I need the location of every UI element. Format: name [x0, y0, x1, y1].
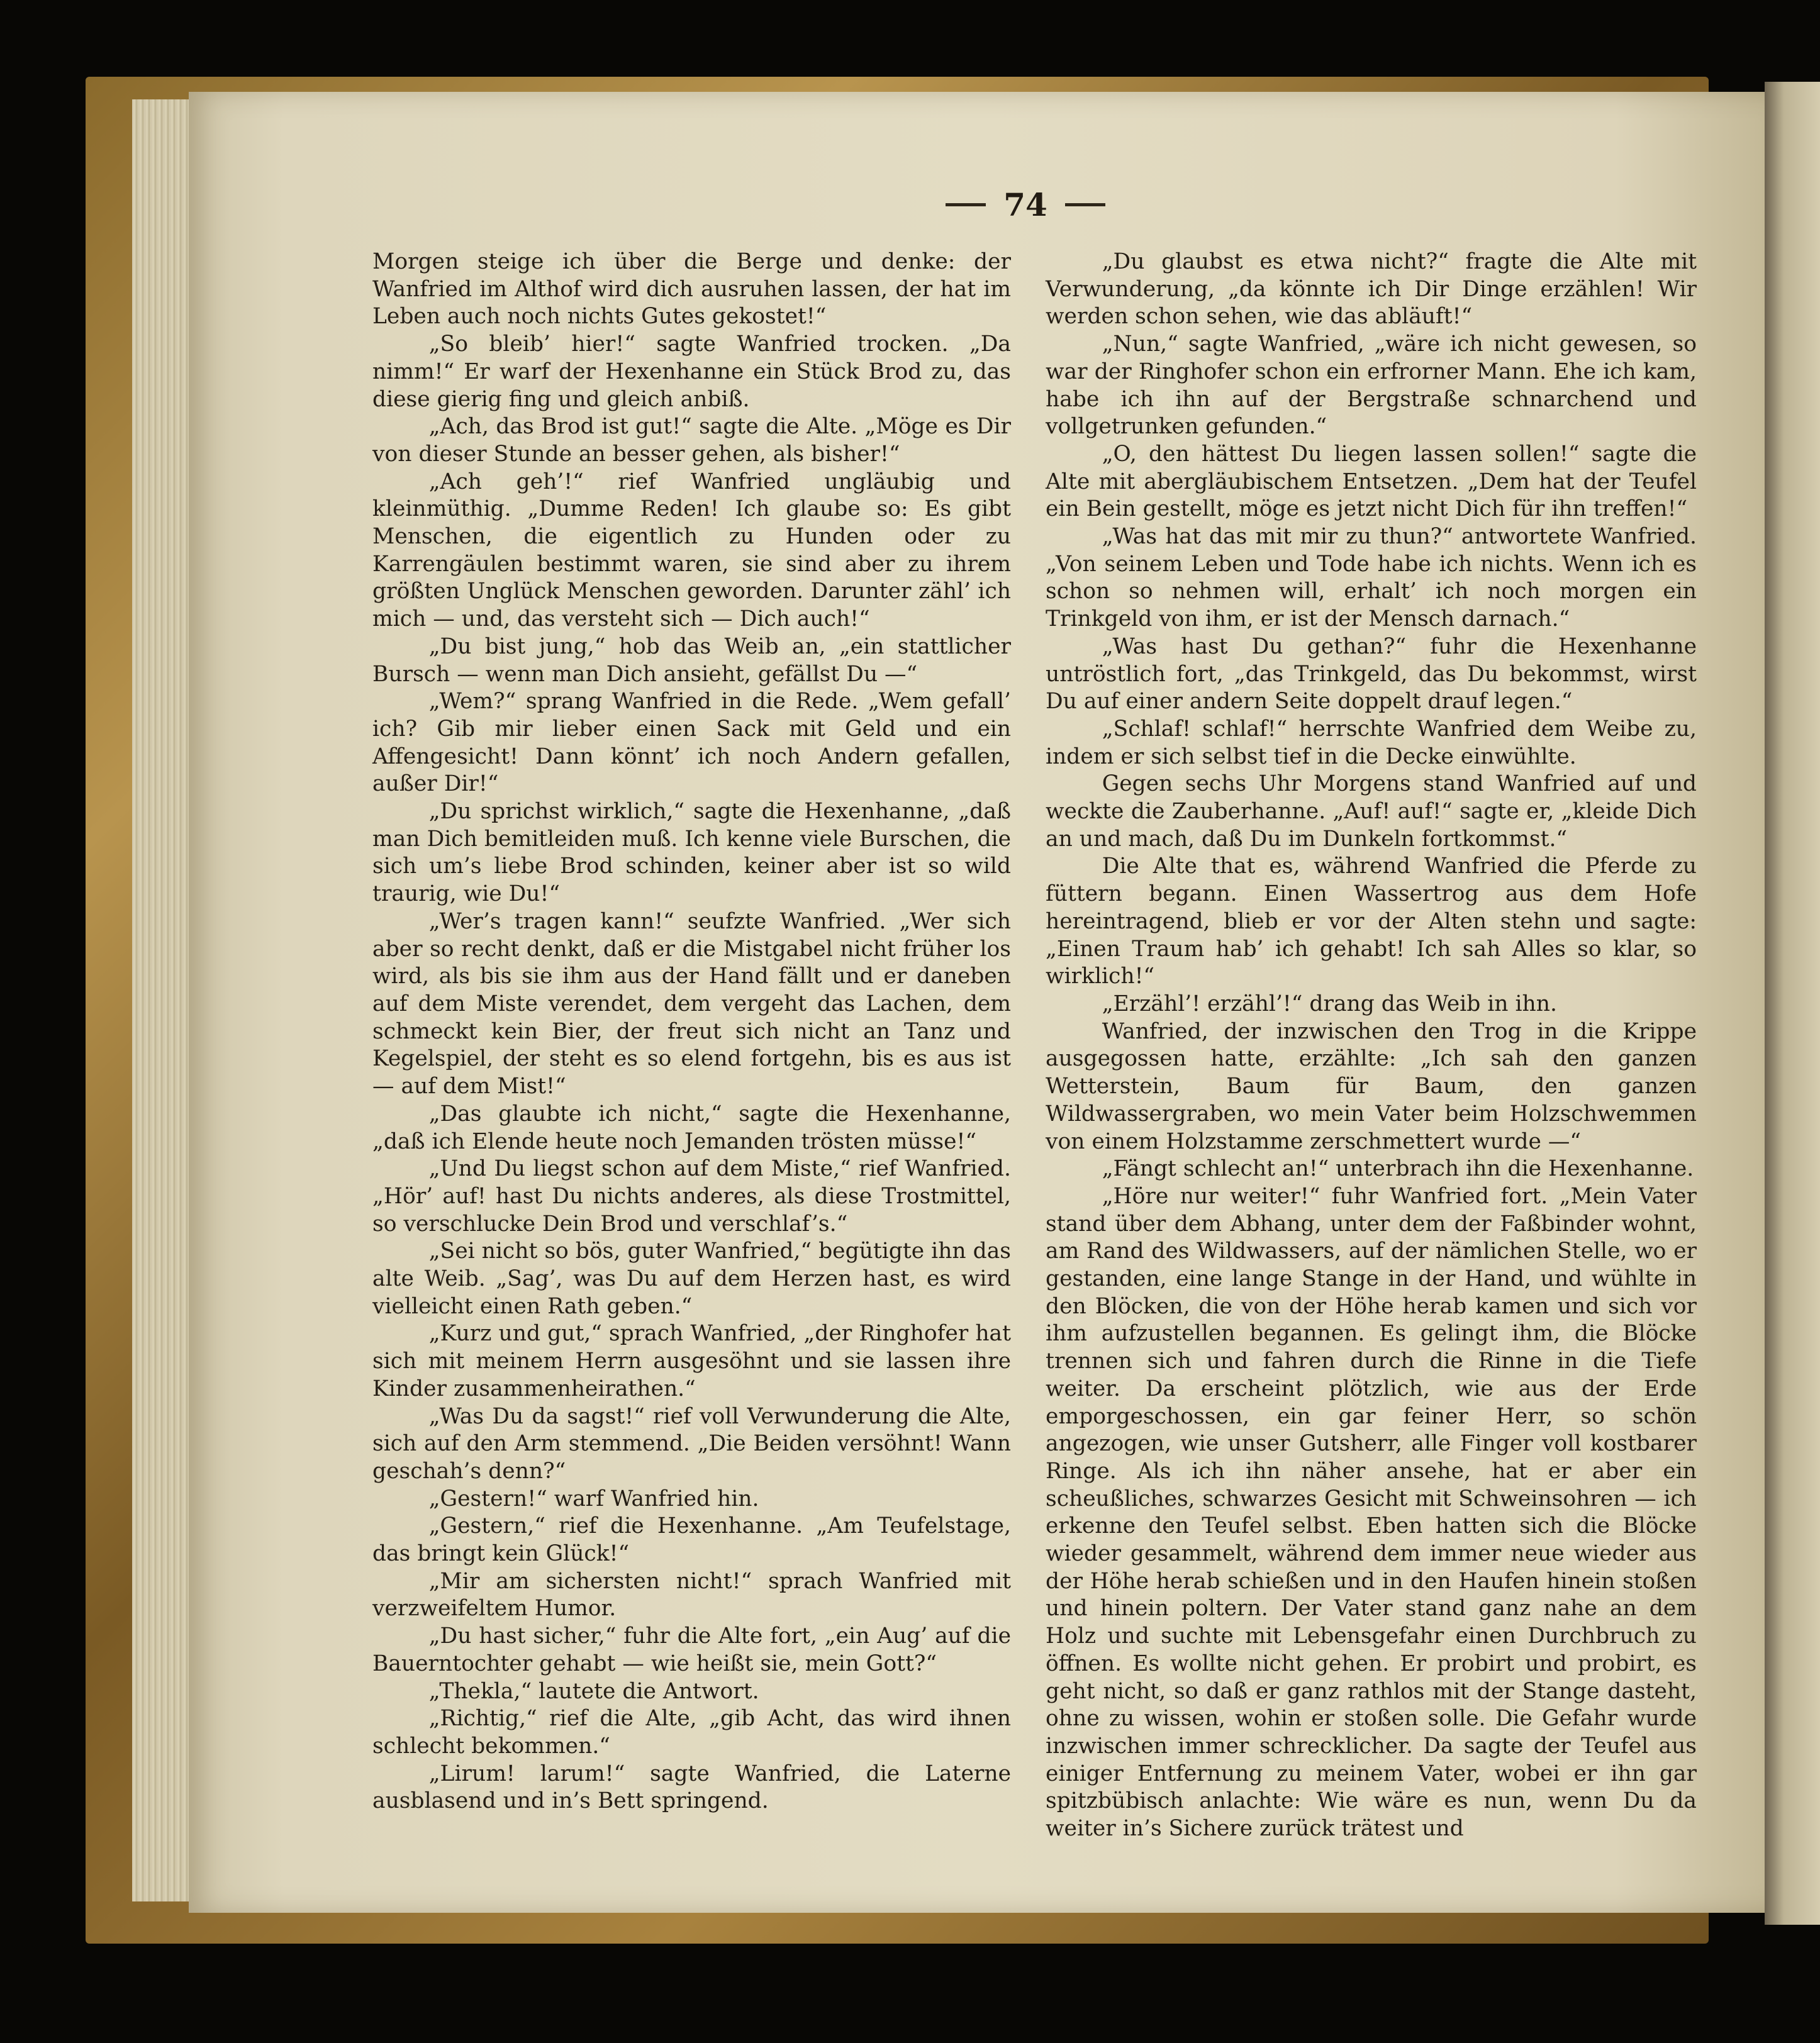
paragraph: „Erzähl’! erzähl’!“ drang das Weib in ihn. [1102, 991, 1557, 1016]
right-column [1046, 248, 1697, 1843]
paragraph: „Richtig,“ rief die Alte, „gib Acht, das wird ihnen schlecht bekommen.“ [372, 1706, 1011, 1759]
paragraph: Die Alte that es, während Wanfried die Pferde zu füttern begann. Einen Wassertrog aus dem Hofe hereintragend, blieb er vor der Alten stehn und sagte: „Einen Traum hab’ ich gehabt! Ich sah Alles so klar, so wirklich!“ [1046, 854, 1697, 989]
header-dash-left [946, 203, 986, 206]
paragraph: „Was hast Du gethan?“ fuhr die Hexenhanne untröstlich fort, „das Trinkgeld, das Du bekommst, wirst Du auf einer andern Seite doppelt drauf legen.“ [1046, 633, 1697, 715]
facing-page-edge [1765, 82, 1820, 1925]
page-number: 74 [1003, 186, 1047, 223]
left-column [372, 248, 1011, 1815]
paragraph: „Du glaubst es etwa nicht?“ fragte die Alte mit Verwunderung, „da könnte ich Dir Dinge erzählen! Wir werden schon sehen, wie das abläuft!“ [1046, 249, 1697, 330]
paragraph: „Lirum! larum!“ sagte Wanfried, die Laterne ausblasend und in’s Bett springend. [372, 1761, 1011, 1814]
paragraph: „Gestern!“ warf Wanfried hin. [428, 1486, 759, 1511]
paragraph: „Mir am sichersten nicht!“ sprach Wanfried mit verzweifeltem Humor. [372, 1568, 1011, 1622]
paragraph: „Höre nur weiter!“ fuhr Wanfried fort. „Mein Vater stand über dem Abhang, unter dem der Faßbinder wohnt, am Rand des Wildwassers, auf der nämlichen Stelle, wo er gestanden, eine lange Stange in der Hand, und wühlte in den Blöcken, die von der Höhe herab kamen und sich vor ihm aufzustellen begannen. Es gelingt ihm, die Blöcke trennen sich und fahren durch die Rinne in die Tiefe weiter. Da erscheint plötzlich, wie aus der Erde emporgeschossen, ein gar feiner Herr, so schön angezogen, wie unser Gutsherr, alle Finger voll kostbarer Ringe. Als ich ihn näher ansehe, hat er aber ein scheußliches, schwarzes Gesicht mit Schweinsohren — ich erkenne den Teufel selbst. Eben hatten sich die Blöcke wieder gesammelt, während dem immer neue wieder aus der Höhe herab schießen und in den Haufen hinein stoßen und hinein poltern. Der Vater stand ganz nahe an dem Holz und suchte mit Lebensgefahr einen Durchbruch zu öffnen. Es wollte nicht gehen. Er probirt und probirt, es geht nicht, so daß er ganz rathlos mit der Stange dasteht, ohne zu wissen, wohin er stoßen solle. Die Gefahr wurde inzwischen immer schrecklicher. Da sagte der Teufel aus einiger Entfernung zu meinem Vater, wobei er ihn gar spitzbübisch anlachte: Wie wäre es nun, wenn Du da weiter in’s Sichere zurück trätest und [1046, 1183, 1697, 1842]
paragraph: „Ach geh’!“ rief Wanfried ungläubig und kleinmüthig. „Dumme Reden! Ich glaube so: Es gibt Menschen, die eigentlich zu Hunden oder zu Karrengäulen bestimmt waren, sie sind aber zu ihrem größten Unglück Menschen geworden. Darunter zähl’ ich mich — und, das versteht sich — Dich auch!“ [372, 469, 1011, 632]
paragraph: „Wer’s tragen kann!“ seufzte Wanfried. „Wer sich aber so recht denkt, daß er die Mistgabel nicht früher los wird, als bis sie ihm aus der Hand fällt und er daneben auf dem Miste verendet, dem vergeht das Lachen, dem schmeckt kein Bier, der freut sich nicht an Tanz und Kegelspiel, der steht es so elend fortgehn, bis es aus ist — auf dem Mist!“ [372, 908, 1011, 1099]
paragraph: „Sei nicht so bös, guter Wanfried,“ begütigte ihn das alte Weib. „Sag’, was Du auf dem Herzen hast, es wird vielleicht einen Rath geben.“ [372, 1239, 1011, 1319]
paragraph: „Nun,“ sagte Wanfried, „wäre ich nicht gewesen, so war der Ringhofer schon ein erfrorner Mann. Ehe ich kam, habe ich ihn auf der Bergstraße schnarchend und vollgetrunken gefunden.“ [1046, 331, 1697, 440]
paragraph: „O, den hättest Du liegen lassen sollen!“ sagte die Alte mit abergläubischem Entsetzen. „Dem hat der Teufel ein Bein gestellt, möge es jetzt nicht Dich für ihn treffen!“ [1046, 441, 1697, 522]
paragraph: „Wem?“ sprang Wanfried in die Rede. „Wem gefall’ ich? Gib mir lieber einen Sack mit Geld und ein Affengesicht! Dann könnt’ ich noch Andern gefallen, außer Dir!“ [372, 689, 1011, 797]
paragraph: „Schlaf! schlaf!“ herrschte Wanfried dem Weibe zu, indem er sich selbst tief in die Decke einwühlte. [1046, 716, 1697, 769]
paragraph: „Du sprichst wirklich,“ sagte die Hexenhanne, „daß man Dich bemitleiden muß. Ich kenne viele Burschen, die sich um’s liebe Brod schinden, keiner aber ist so wild traurig, wie Du!“ [372, 799, 1011, 907]
paragraph: „Das glaubte ich nicht,“ sagte die Hexenhanne, „daß ich Elende heute noch Jemanden trösten müsse!“ [372, 1101, 1011, 1154]
paragraph: „Thekla,“ lautete die Antwort. [428, 1678, 759, 1704]
header-dash-right [1065, 203, 1105, 206]
paragraph: „Ach, das Brod ist gut!“ sagte die Alte. „Möge es Dir von dieser Stunde an besser gehen, als bisher!“ [372, 414, 1011, 467]
paragraph: „Und Du liegst schon auf dem Miste,“ rief Wanfried. „Hör’ auf! hast Du nichts anderes, als diese Trostmittel, so verschlucke Dein Brod und verschlaf’s.“ [372, 1156, 1011, 1237]
paragraph: Wanfried, der inzwischen den Trog in die Krippe ausgegossen hatte, erzählte: „Ich sah den ganzen Wetterstein, Baum für Baum, den ganzen Wildwassergraben, wo mein Vater beim Holzschwemmen von einem Holzstamme zerschmettert wurde —“ [1046, 1018, 1697, 1154]
paragraph: „Gestern,“ rief die Hexenhanne. „Am Teufelstage, das bringt kein Glück!“ [372, 1513, 1011, 1567]
paragraph: „Kurz und gut,“ sprach Wanfried, „der Ringhofer hat sich mit meinem Herrn ausgesöhnt und sie lassen ihre Kinder zusammenheirathen.“ [372, 1321, 1011, 1401]
paragraph: „Du bist jung,“ hob das Weib an, „ein stattlicher Bursch — wenn man Dich ansieht, gefällst Du —“ [372, 633, 1011, 687]
paragraph: Morgen steige ich über die Berge und denke: der Wanfried im Althof wird dich ausruhen lassen, der hat im Leben auch noch nichts Gutes gekostet!“ [372, 249, 1011, 330]
paragraph: „So bleib’ hier!“ sagte Wanfried trocken. „Da nimm!“ Er warf der Hexenhanne ein Stück Brod zu, das diese gierig fing und gleich anbiß. [372, 331, 1011, 412]
paragraph: Gegen sechs Uhr Morgens stand Wanfried auf und weckte die Zauberhanne. „Auf! auf!“ sagte er, „kleide Dich an und mach, daß Du im Dunkeln fortkommst.“ [1046, 771, 1697, 852]
paragraph: „Du hast sicher,“ fuhr die Alte fort, „ein Aug’ auf die Bauerntochter gehabt — wie heißt sie, mein Gott?“ [372, 1623, 1011, 1676]
page-header [918, 182, 1132, 226]
paragraph: „Was Du da sagst!“ rief voll Verwunderung die Alte, sich auf den Arm stemmend. „Die Beiden versöhnt! Wann geschah’s denn?“ [372, 1403, 1011, 1484]
paragraph: „Fängt schlecht an!“ unterbrach ihn die Hexenhanne. [1102, 1156, 1694, 1182]
paragraph: „Was hat das mit mir zu thun?“ antwortete Wanfried. „Von seinem Leben und Tode habe ich nichts. Wenn ich es schon so nehmen will, erhalt’ ich noch morgen ein Trinkgeld von ihm, er ist der Mensch darnach.“ [1046, 524, 1697, 632]
